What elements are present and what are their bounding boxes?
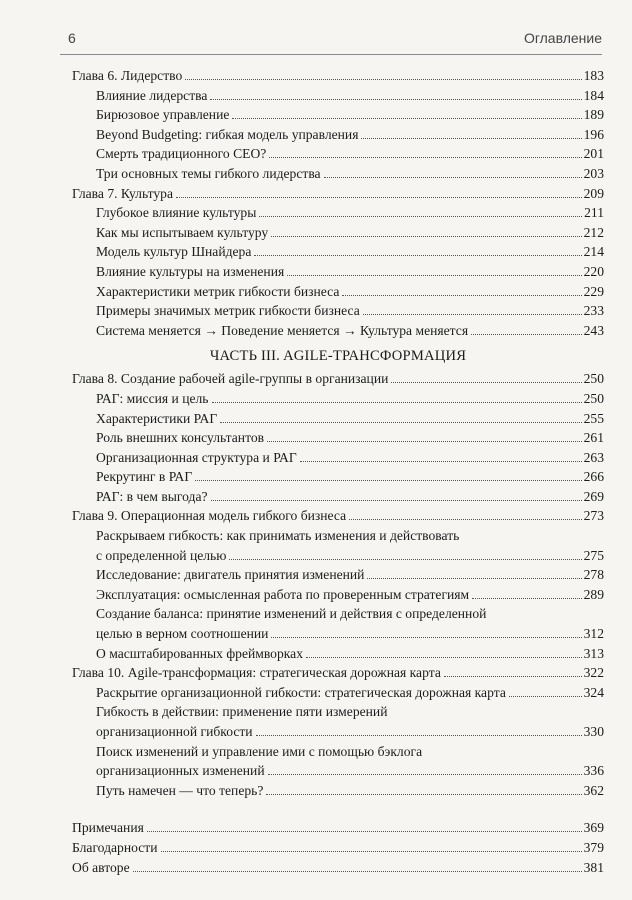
toc-section-entry <box>72 781 604 801</box>
dot-leader <box>349 519 581 520</box>
toc-page-number: 312 <box>583 626 604 642</box>
toc-entry-title: РАГ: миссия и цель <box>96 390 209 406</box>
toc-entry-title: Beyond Budgeting: гибкая модель управления <box>96 126 359 142</box>
toc-entry-line <box>96 389 604 409</box>
toc-entry-title: Модель культур Шнайдера <box>96 244 252 260</box>
dot-leader <box>363 314 582 315</box>
toc-entry-line <box>96 125 604 145</box>
toc-entry-line <box>96 781 604 801</box>
toc-block-part2 <box>72 66 604 340</box>
toc-section-entry <box>72 526 604 565</box>
toc-page-number: 369 <box>583 820 604 836</box>
toc-entry-line <box>96 644 604 664</box>
toc-page-number: 289 <box>583 586 604 602</box>
toc-page-number: 322 <box>583 665 604 681</box>
dot-leader <box>269 157 581 158</box>
toc-chapter-entry <box>72 184 604 204</box>
toc-entry-line <box>72 506 604 526</box>
toc-entry-line <box>96 565 604 585</box>
toc-entry-line <box>96 428 604 448</box>
running-title: Оглавление <box>523 30 602 46</box>
toc-section-entry <box>72 409 604 429</box>
toc-page-number: 269 <box>583 488 604 504</box>
toc-entry-line <box>96 164 604 184</box>
toc-entry-text: Гибкость в действии: применение пяти измерений <box>96 704 388 720</box>
toc-entry-line <box>96 722 604 742</box>
toc-entry-line <box>96 409 604 429</box>
dot-leader <box>287 275 581 276</box>
toc-chapter-entry <box>72 818 604 838</box>
dot-leader <box>256 735 582 736</box>
toc-entry-line <box>96 242 604 262</box>
toc-entry-title: Раскрытие организационной гибкости: стратегическая дорожная карта <box>96 684 506 700</box>
dot-leader <box>324 177 582 178</box>
toc-section-entry <box>72 644 604 664</box>
toc-entry-title: Система меняется → Поведение меняется → Культура меняется <box>96 322 469 338</box>
toc-entry-title: Путь намечен — что теперь? <box>96 782 264 798</box>
toc-entry-line <box>96 448 604 468</box>
toc-page-number: 250 <box>583 390 604 406</box>
toc-chapter-entry <box>72 369 604 389</box>
toc-page-number: 362 <box>583 782 604 798</box>
toc-section-entry <box>72 86 604 106</box>
toc-section-entry <box>72 428 604 448</box>
dot-leader <box>259 216 582 217</box>
dot-leader <box>211 500 582 501</box>
dot-leader <box>266 794 581 795</box>
toc-section-entry <box>72 683 604 703</box>
toc-page-number: 229 <box>583 283 604 299</box>
toc-entry-title: Смерть традиционного CEO? <box>96 146 267 162</box>
toc-entry-line <box>96 761 604 781</box>
toc-chapter-entry <box>72 858 604 878</box>
toc-section-entry <box>72 203 604 223</box>
toc-entry-line <box>72 369 604 389</box>
toc-entry-line <box>96 144 604 164</box>
dot-leader <box>229 559 581 560</box>
toc-page-number: 183 <box>583 68 604 83</box>
toc-entry-line <box>96 487 604 507</box>
dot-leader <box>306 657 582 658</box>
toc-page-number: 313 <box>583 645 604 661</box>
toc-entry-title: Исследование: двигатель принятия изменений <box>96 567 365 583</box>
toc-entry-line <box>72 184 604 204</box>
toc-entry-line <box>96 262 604 282</box>
toc-page-number: 379 <box>583 839 604 855</box>
dot-leader <box>342 295 581 296</box>
toc-chapter-entry <box>72 506 604 526</box>
toc-entry-title: Влияние лидерства <box>96 87 208 103</box>
toc-entry-line <box>96 683 604 703</box>
toc-section-entry <box>72 164 604 184</box>
toc-page-number: 220 <box>583 263 604 279</box>
dot-leader <box>210 99 581 100</box>
toc-entry-title: Организационная структура и РАГ <box>96 449 297 465</box>
toc-section-entry <box>72 565 604 585</box>
toc-page-number: 261 <box>583 430 604 446</box>
toc-entry-title: организационной гибкости <box>96 724 253 739</box>
toc-entry-text: Создание баланса: принятие изменений и действия с определенной <box>96 606 487 622</box>
toc-page-number: 189 <box>583 107 604 123</box>
toc-entry-line <box>96 467 604 487</box>
toc-entry-line <box>96 585 604 605</box>
toc-entry-title: Об авторе <box>72 859 130 875</box>
dot-leader <box>361 138 581 139</box>
dot-leader <box>254 255 581 256</box>
table-of-contents <box>72 66 604 877</box>
toc-section-entry <box>72 742 604 781</box>
dot-leader <box>220 422 581 423</box>
dot-leader <box>232 118 581 119</box>
toc-page-number: 209 <box>583 185 604 201</box>
toc-page-number: 211 <box>584 205 604 221</box>
toc-block-backmatter <box>72 818 604 877</box>
toc-chapter-entry <box>72 66 604 86</box>
toc-section-entry <box>72 144 604 164</box>
dot-leader <box>176 197 582 198</box>
toc-entry-line <box>96 223 604 243</box>
toc-page-number: 381 <box>583 859 604 875</box>
toc-page-number: 263 <box>583 449 604 465</box>
dot-leader <box>444 676 582 677</box>
toc-entry-line <box>72 838 604 858</box>
toc-section-entry <box>72 242 604 262</box>
page-header <box>60 28 602 55</box>
toc-section-entry <box>72 389 604 409</box>
dot-leader <box>133 871 582 872</box>
toc-entry-title: Глубокое влияние культуры <box>96 205 257 221</box>
dot-leader <box>195 480 581 481</box>
toc-entry-title: Как мы испытываем культуру <box>96 224 269 240</box>
dot-leader <box>267 441 582 442</box>
dot-leader <box>367 578 581 579</box>
dot-leader <box>472 598 581 599</box>
toc-entry-line <box>96 105 604 125</box>
toc-entry-title: Глава 6. Лидерство <box>72 68 183 83</box>
toc-page-number: 324 <box>583 684 604 700</box>
toc-section-entry <box>72 487 604 507</box>
toc-section-entry <box>72 105 604 125</box>
dot-leader <box>300 461 582 462</box>
toc-entry-title: Глава 7. Культура <box>72 185 174 201</box>
toc-page-number: 336 <box>583 763 604 779</box>
toc-entry-title: Характеристики РАГ <box>96 410 218 426</box>
section-spacer <box>72 800 604 818</box>
toc-page-number: 278 <box>583 567 604 583</box>
toc-section-entry <box>72 282 604 302</box>
toc-entry-line <box>72 818 604 838</box>
toc-entry-title: Роль внешних консультантов <box>96 430 265 446</box>
toc-entry-line <box>72 66 604 86</box>
toc-entry-title: организационных изменений <box>96 763 265 779</box>
dot-leader <box>471 334 582 335</box>
toc-entry-title: Глава 10. Agile-трансформация: стратегическая дорожная карта <box>72 665 441 681</box>
toc-section-entry <box>72 223 604 243</box>
toc-page-number: 214 <box>583 244 604 260</box>
toc-entry-title: Благодарности <box>72 839 158 855</box>
toc-page-number: 255 <box>583 410 604 426</box>
toc-page-number: 203 <box>583 165 604 181</box>
dot-leader <box>147 831 582 832</box>
toc-entry-text: Раскрываем гибкость: как принимать изменения и действовать <box>96 528 460 544</box>
page-number: 6 <box>68 30 76 46</box>
toc-section-entry <box>72 321 604 341</box>
toc-page-number: 233 <box>583 303 604 319</box>
toc-entry-title: Влияние культуры на изменения <box>96 263 285 279</box>
toc-page-number: 330 <box>583 724 604 739</box>
toc-entry-line <box>72 858 604 878</box>
dot-leader <box>212 402 582 403</box>
toc-page-number: 250 <box>583 371 604 387</box>
toc-entry-title: Бирюзовое управление <box>96 107 230 123</box>
toc-entry-title: Примечания <box>72 820 144 836</box>
toc-entry-line <box>96 203 604 223</box>
toc-entry-title: Глава 8. Создание рабочей agile-группы в организации <box>72 371 389 387</box>
toc-entry-line <box>96 301 604 321</box>
toc-entry-title: Три основных темы гибкого лидерства <box>96 165 321 181</box>
toc-section-entry <box>72 262 604 282</box>
toc-page-number: 243 <box>583 322 604 338</box>
toc-page-number: 275 <box>583 547 604 563</box>
toc-entry-line <box>96 321 604 341</box>
dot-leader <box>161 851 582 852</box>
toc-entry-title: Эксплуатация: осмысленная работа по проверенным стратегиям <box>96 586 470 602</box>
toc-entry-line <box>96 86 604 106</box>
toc-entry-line <box>96 624 604 644</box>
toc-page-number: 212 <box>583 224 604 240</box>
toc-section-entry <box>72 604 604 643</box>
toc-section-entry <box>72 448 604 468</box>
dot-leader <box>271 236 581 237</box>
dot-leader <box>509 696 582 697</box>
toc-section-entry <box>72 301 604 321</box>
dot-leader <box>391 382 581 383</box>
toc-page-number: 273 <box>583 508 604 524</box>
dot-leader <box>185 79 581 80</box>
toc-page-number: 184 <box>583 87 604 103</box>
toc-entry-title: РАГ: в чем выгода? <box>96 488 208 504</box>
toc-section-entry <box>72 125 604 145</box>
toc-chapter-entry <box>72 663 604 683</box>
toc-entry-title: с определенной целью <box>96 547 227 563</box>
toc-block-part3 <box>72 369 604 800</box>
toc-entry-line <box>96 546 604 566</box>
toc-page-number: 266 <box>583 469 604 485</box>
toc-section-entry <box>72 467 604 487</box>
toc-page-number: 201 <box>583 146 604 162</box>
toc-page-number: 196 <box>583 126 604 142</box>
toc-entry-title: Рекрутинг в РАГ <box>96 469 193 485</box>
toc-section-entry <box>72 585 604 605</box>
toc-chapter-entry <box>72 838 604 858</box>
toc-entry-title: целью в верном соотношении <box>96 626 269 642</box>
part-title: ЧАСТЬ III. AGILE-ТРАНСФОРМАЦИЯ <box>209 348 467 365</box>
toc-entry-line <box>72 663 604 683</box>
toc-entry-title: Глава 9. Операционная модель гибкого бизнеса <box>72 508 347 524</box>
toc-entry-title: О масштабированных фреймворках <box>96 645 303 661</box>
dot-leader <box>268 774 582 775</box>
toc-entry-title: Характеристики метрик гибкости бизнеса <box>96 283 340 299</box>
dot-leader <box>271 637 581 638</box>
toc-entry-title: Примеры значимых метрик гибкости бизнеса <box>96 303 360 319</box>
toc-entry-line <box>96 282 604 302</box>
toc-entry-text: Поиск изменений и управление ими с помощью бэклога <box>96 743 423 759</box>
toc-section-entry <box>72 702 604 741</box>
